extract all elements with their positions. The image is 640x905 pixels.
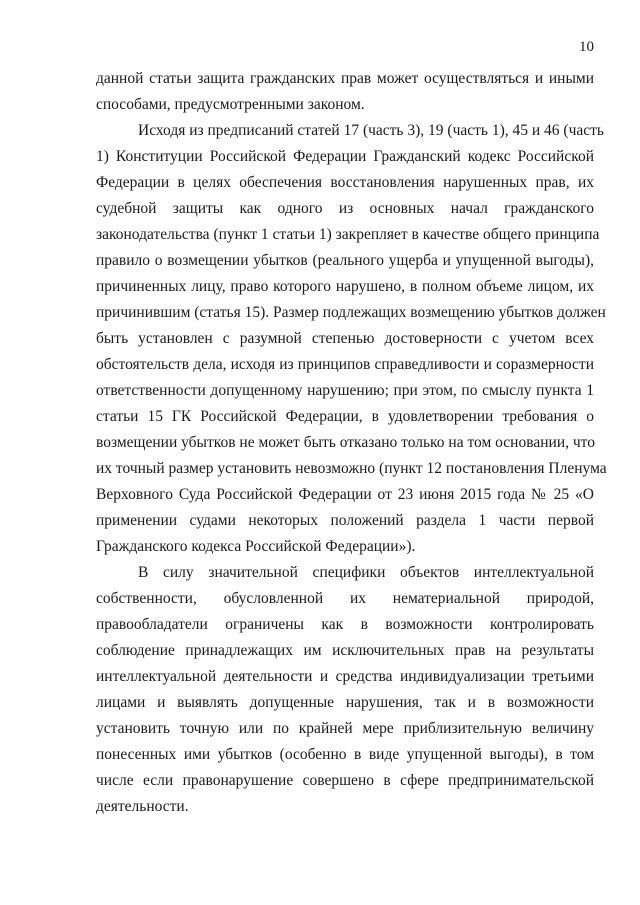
text-line: 1) Конституции Российской Федерации Гражданский кодекс Российской xyxy=(96,148,594,165)
text-line: интеллектуальной деятельности и средства индивидуализации третьими xyxy=(96,668,594,685)
text-line: понесенных ими убытков (особенно в виде упущенной выгоды), в том xyxy=(96,746,594,763)
text-line: числе если правонарушение совершено в сфере предпринимательской xyxy=(96,772,594,789)
page-number: 10 xyxy=(579,39,594,55)
text-line: ответственности допущенному нарушению; при этом, по смыслу пункта 1 xyxy=(96,382,594,399)
text-line: обстоятельств дела, исходя из принципов справедливости и соразмерности xyxy=(96,356,594,373)
text-line: Верховного Суда Российской Федерации от 23 июня 2015 года № 25 «О xyxy=(96,486,594,503)
text-line: установить точную или по крайней мере приблизительную величину xyxy=(96,720,594,737)
text-line: деятельности. xyxy=(96,798,189,815)
text-line: законодательства (пункт 1 статьи 1) закрепляет в качестве общего принципа xyxy=(96,226,600,243)
text-line: правообладатели ограничены как в возможности контролировать xyxy=(96,616,594,633)
text-line: причинившим (статья 15). Размер подлежащих возмещению убытков должен xyxy=(96,304,606,321)
text-line: причиненных лицу, право которого нарушено, в полном объеме лицом, их xyxy=(96,278,594,295)
text-line: применении судами некоторых положений раздела 1 части первой xyxy=(96,512,594,529)
text-line: В силу значительной специфики объектов интеллектуальной xyxy=(138,564,594,581)
text-line: статьи 15 ГК Российской Федерации, в удовлетворении требования о xyxy=(96,408,594,425)
text-line: способами, предусмотренными законом. xyxy=(96,96,365,113)
text-line: возмещении убытков не может быть отказано только на том основании, что xyxy=(96,434,595,451)
text-line: быть установлен с разумной степенью достоверности с учетом всех xyxy=(96,330,594,347)
text-line: собственности, обусловленной их нематериальной природой, xyxy=(96,590,594,607)
text-line: Федерации в целях обеспечения восстановления нарушенных прав, их xyxy=(96,174,594,191)
document-body xyxy=(96,66,607,820)
text-line: лицами и выявлять допущенные нарушения, так и в возможности xyxy=(96,694,594,711)
text-line: Исходя из предписаний статей 17 (часть 3), 19 (часть 1), 45 и 46 (часть xyxy=(138,122,604,139)
text-line: судебной защиты как одного из основных начал гражданского xyxy=(96,200,594,217)
text-line: их точный размер установить невозможно (пункт 12 постановления Пленума xyxy=(96,460,607,477)
text-line: соблюдение принадлежащих им исключительных прав на результаты xyxy=(96,642,594,659)
text-line: Гражданского кодекса Российской Федерации»). xyxy=(96,538,416,555)
text-line: данной статьи защита гражданских прав может осуществляться и иными xyxy=(96,70,594,87)
text-line: правило о возмещении убытков (реального ущерба и упущенной выгоды), xyxy=(96,252,594,269)
